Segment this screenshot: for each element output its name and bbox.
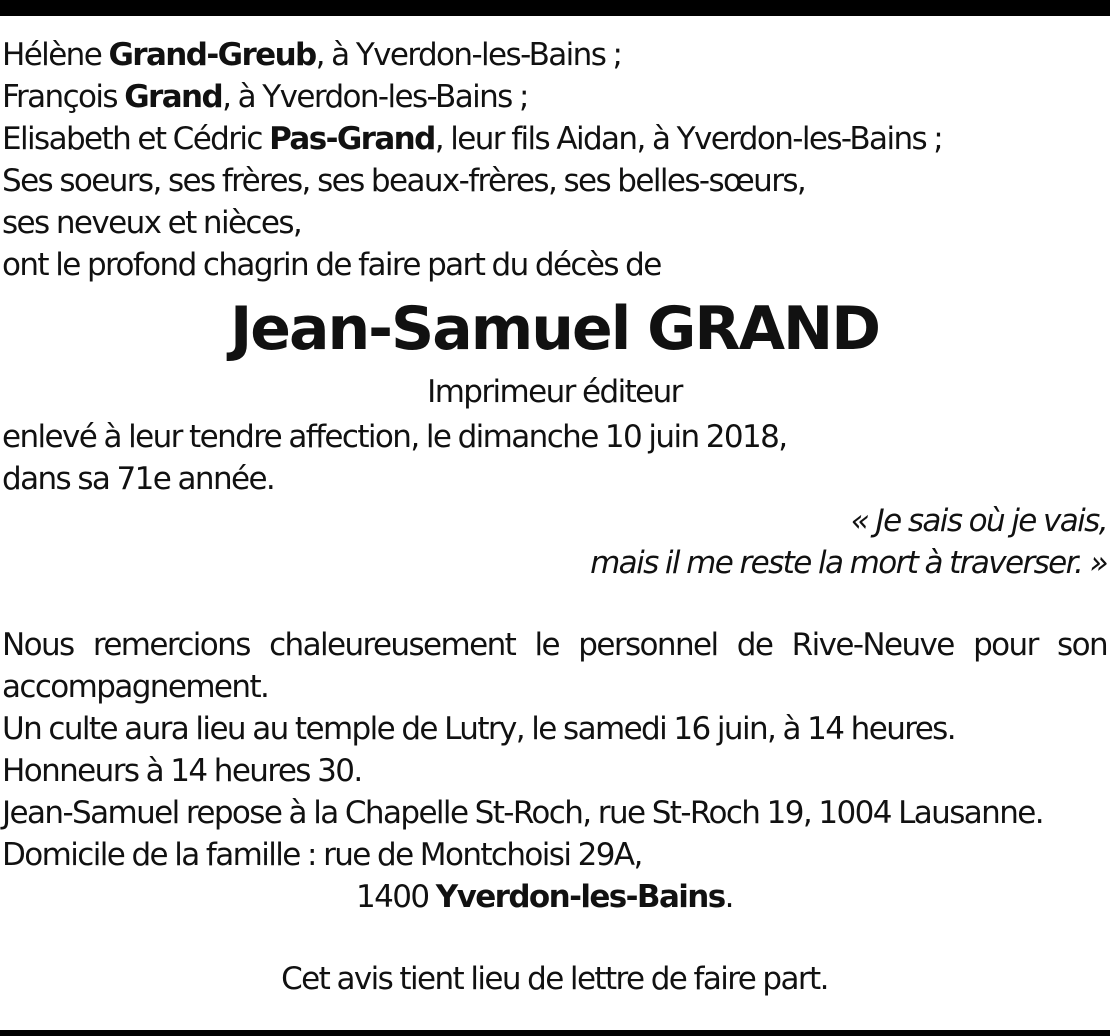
spacer — [2, 584, 1107, 624]
thanks-line-1: Nous remercions chaleureusement le personnel de Rive-Neuve pour son — [2, 627, 1107, 663]
domicile-city: Yverdon-les-Bains — [435, 879, 725, 915]
domicile-line-1: Domicile de la famille : rue de Montchoisi 29A, — [2, 837, 642, 873]
domicile-line-2: 1400 Yverdon-les-Bains. — [356, 879, 733, 915]
top-border — [0, 0, 1110, 16]
bottom-border — [0, 1030, 1110, 1036]
rest-line: Jean-Samuel repose à la Chapelle St-Roch, rue St-Roch 19, 1004 Lausanne. — [2, 795, 1043, 831]
spacer — [2, 918, 1107, 958]
death-notice — [2, 34, 1107, 1000]
family-line-6: ont le profond chagrin de faire part du décès de — [2, 247, 661, 283]
family-surname: Pas-Grand — [269, 121, 435, 157]
family-surname: Grand-Greub — [108, 37, 316, 73]
deceased-profession: Imprimeur éditeur — [427, 374, 682, 410]
family-line-5: ses neveux et nièces, — [2, 205, 302, 241]
family-line-4: Ses soeurs, ses frères, ses beaux-frères, ses belles-sœurs, — [2, 163, 806, 199]
family-line-3: Elisabeth et Cédric Pas-Grand, leur fils Aidan, à Yverdon-les-Bains ; — [2, 121, 943, 157]
family-line-2: François Grand, à Yverdon-les-Bains ; — [2, 79, 528, 115]
family-line-1: Hélène Grand-Greub, à Yverdon-les-Bains ; — [2, 37, 622, 73]
honours-line: Honneurs à 14 heures 30. — [2, 753, 362, 789]
service-line: Un culte aura lieu au temple de Lutry, le samedi 16 juin, à 14 heures. — [2, 711, 955, 747]
family-surname: Grand — [124, 79, 223, 115]
death-line-2: dans sa 71e année. — [2, 461, 275, 497]
closing-line: Cet avis tient lieu de lettre de faire part. — [281, 961, 828, 997]
quote-line-2: mais il me reste la mort à traverser. » — [590, 545, 1107, 581]
deceased-name: Jean-Samuel GRAND — [229, 294, 880, 364]
thanks-line-2: accompagnement. — [2, 669, 269, 705]
death-line-1: enlevé à leur tendre affection, le dimanche 10 juin 2018, — [2, 419, 787, 455]
quote-line-1: « Je sais où je vais, — [850, 503, 1107, 539]
